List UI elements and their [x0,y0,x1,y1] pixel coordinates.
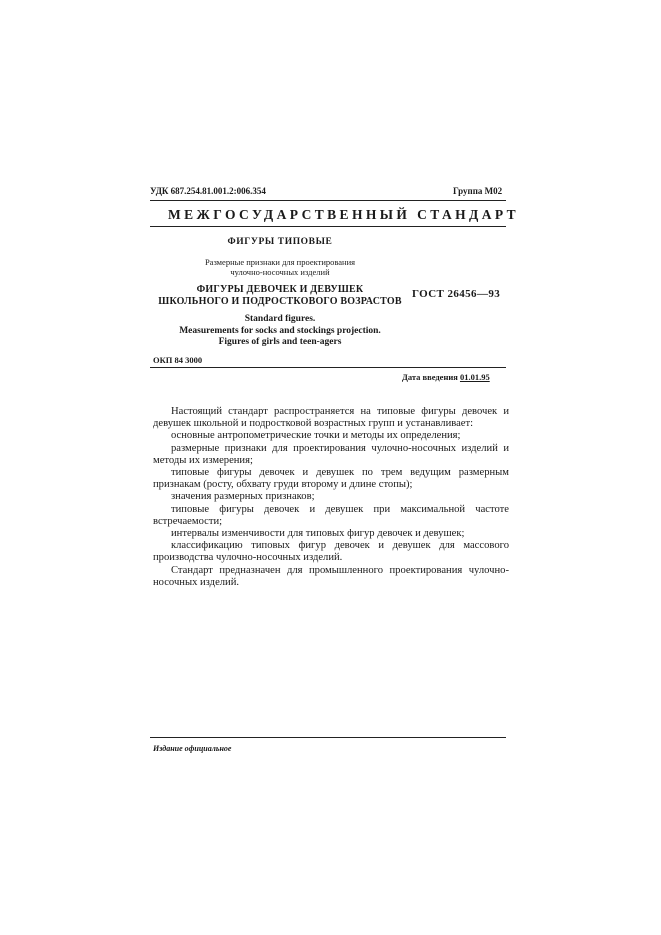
paragraph: значения размерных признаков; [171,491,315,503]
title-line-1: ФИГУРЫ ТИПОВЫЕ [227,237,333,247]
introduction-date [402,372,490,382]
standard-banner: МЕЖГОСУДАРСТВЕННЫЙ СТАНДАРТ [168,207,520,222]
footer-divider [150,737,506,738]
paragraph: классификацию типовых фигур девочек и девушек для массового производства чулочно-носочных изделий. [153,540,509,564]
title-english-1: Standard figures. [244,314,316,324]
paragraph: размерные признаки для проектирования чулочно-носочных изделий и методы их измерения; [153,442,509,466]
paragraph: Стандарт предназначен для промышленного проектирования чулочно-носочных изделий. [153,564,509,588]
title-subtitle [150,257,410,277]
title-main [150,284,410,308]
title-english [150,314,410,349]
group-code: Группа М02 [453,186,503,196]
paragraph: Настоящий стандарт распространяется на типовые фигуры девочек и девушек школьной и подростковой возрастных групп и устанавливает: [153,406,509,430]
title-subtitle-b: чулочно-носочных изделий [230,267,330,277]
title-main-b: ШКОЛЬНОГО И ПОДРОСТКОВОГО ВОЗРАСТОВ [158,296,402,307]
date-label: Дата введения [402,372,458,382]
title-english-3: Figures of girls and teen-agers [218,337,342,347]
date-value: 01.01.95 [459,372,490,382]
paragraph: типовые фигуры девочек и девушек при максимальной частоте встречаемости; [153,503,509,527]
scope-text [153,406,509,589]
title-subtitle-a: Размерные признаки для проектирования [204,257,356,267]
official-edition-note: Издание официальное [153,744,232,753]
title-main-a: ФИГУРЫ ДЕВОЧЕК И ДЕВУШЕК [196,284,364,295]
gost-number: ГОСТ 26456—93 [412,288,501,300]
paragraph: типовые фигуры девочек и девушек по трем ведущим размерным признакам (росту, обхвату груди второму и длине стопы); [153,467,509,491]
paragraph: основные антропометрические точки и методы их определения; [171,430,461,442]
title-english-2: Measurements for socks and stockings projection. [179,325,381,336]
udk-code: УДК 687.254.81.001.2:006.354 [150,186,266,196]
banner-divider [150,226,506,227]
date-divider [150,367,506,368]
paragraph: интервалы изменчивости для типовых фигур девочек и девушек; [171,528,465,540]
okp-code: ОКП 84 3000 [153,355,203,365]
top-divider [150,200,506,201]
